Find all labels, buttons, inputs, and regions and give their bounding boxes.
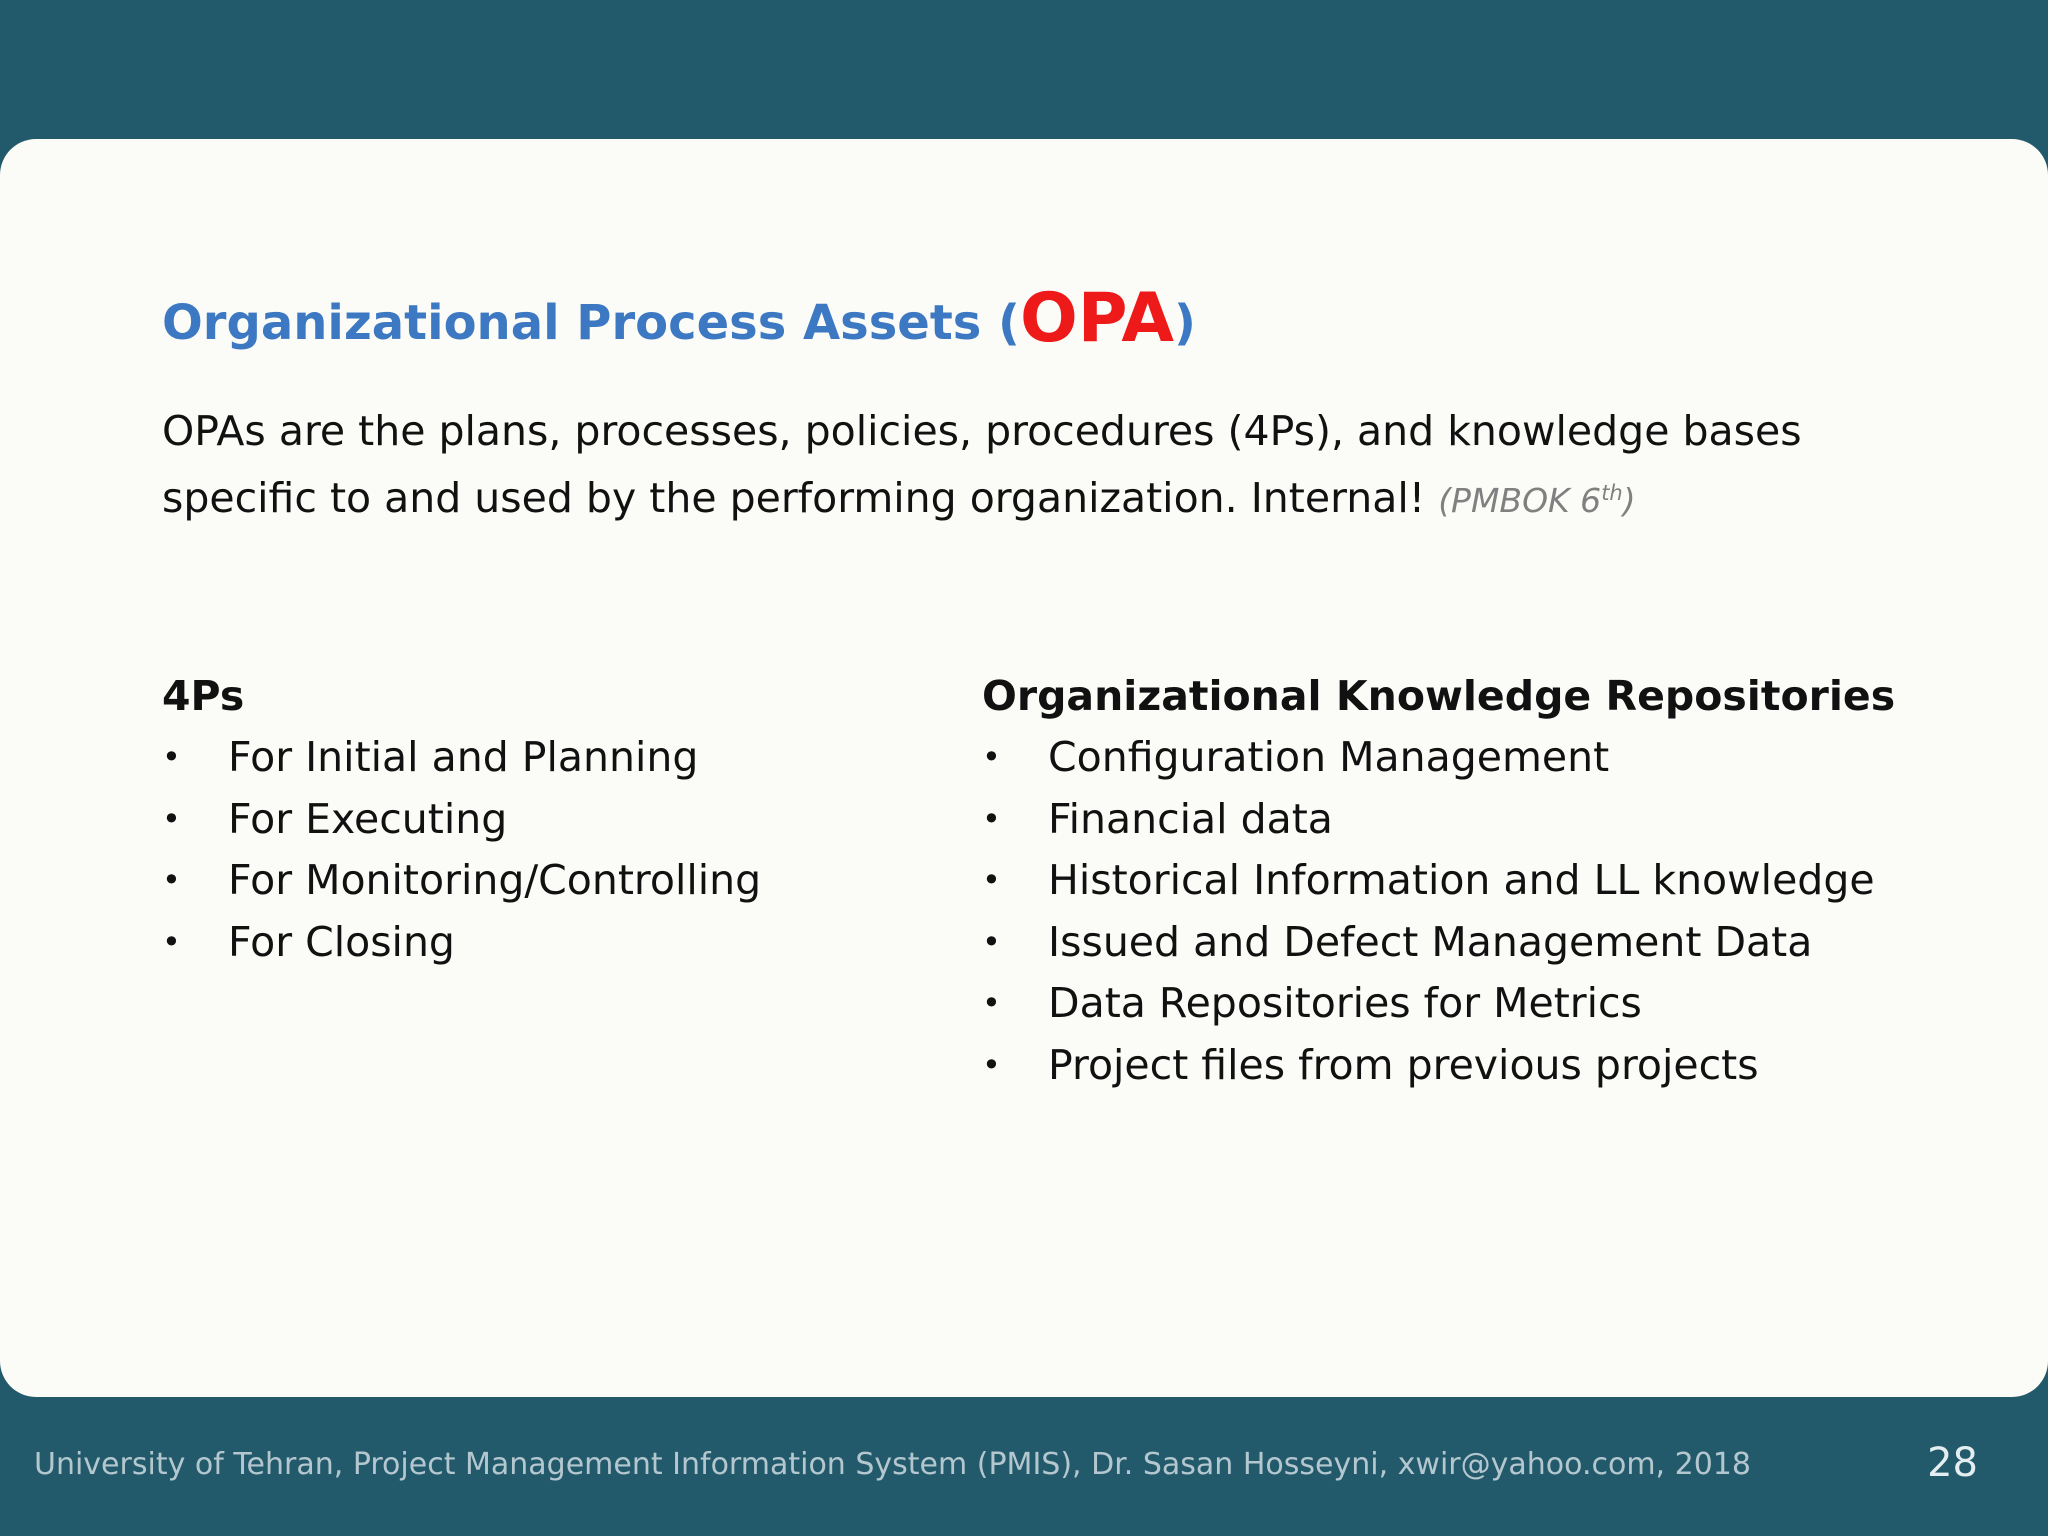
definition-text: OPAs are the plans, processes, policies, procedures (4Ps), and knowledge bases specific to and used by the performing organization. Internal! [162,407,1802,522]
list-item [982,789,1895,851]
knowledge-repositories-column [982,665,1895,1096]
knowledge-repositories-heading: Organizational Knowledge Repositories [982,672,1896,720]
bullet-icon: • [162,799,181,838]
list-item [982,912,1895,974]
citation-close: ) [1622,481,1636,520]
page-number: 28 [1927,1440,1978,1486]
list-item [982,727,1895,789]
list-item [982,1035,1895,1097]
list-item [162,912,761,974]
bullet-icon: • [162,861,181,899]
title-close-paren: ) [1174,295,1196,351]
title-open-paren: ( [998,295,1020,351]
title-acronym: OPA [1019,279,1175,358]
list-item [982,973,1895,1035]
list-item-text: For Executing [228,794,508,843]
definition-paragraph [162,400,1942,532]
citation-superscript: th [1601,481,1623,505]
list-item-text: Historical Information and LL knowledge [1048,856,1875,904]
bullet-icon: • [982,799,1001,838]
4ps-list [162,727,761,973]
list-item [162,727,761,789]
list-item-text: For Initial and Planning [228,733,699,781]
list-item [162,850,761,912]
list-item-text: For Closing [228,917,455,966]
4ps-column [162,665,761,973]
list-item-text: For Monitoring/Controlling [228,856,762,904]
slide-title-text: Organizational Process Assets [162,295,999,351]
bullet-icon: • [982,922,1001,961]
bullet-icon: • [162,922,181,961]
bullet-icon: • [982,1045,1001,1084]
citation-open: (PMBOK 6 [1438,481,1602,520]
list-item-text: Data Repositories for Metrics [1048,979,1642,1027]
list-item-text: Configuration Management [1048,733,1610,781]
list-item-text: Project files from previous projects [1048,1040,1759,1089]
4ps-heading: 4Ps [162,672,245,720]
bullet-icon: • [982,738,1001,776]
list-item [162,789,761,851]
bullet-icon: • [162,738,181,776]
bullet-icon: • [982,861,1001,899]
slide-title [162,278,1196,360]
footer-credit: University of Tehran, Project Management Information System (PMIS), Dr. Sasan Hosseyni, xwir@yahoo.com, 2018 [34,1447,1751,1482]
list-item [982,850,1895,912]
knowledge-repositories-list [982,727,1895,1096]
citation [1438,481,1635,520]
bullet-icon: • [982,984,1001,1022]
list-item-text: Issued and Defect Management Data [1048,917,1813,966]
list-item-text: Financial data [1048,794,1333,843]
